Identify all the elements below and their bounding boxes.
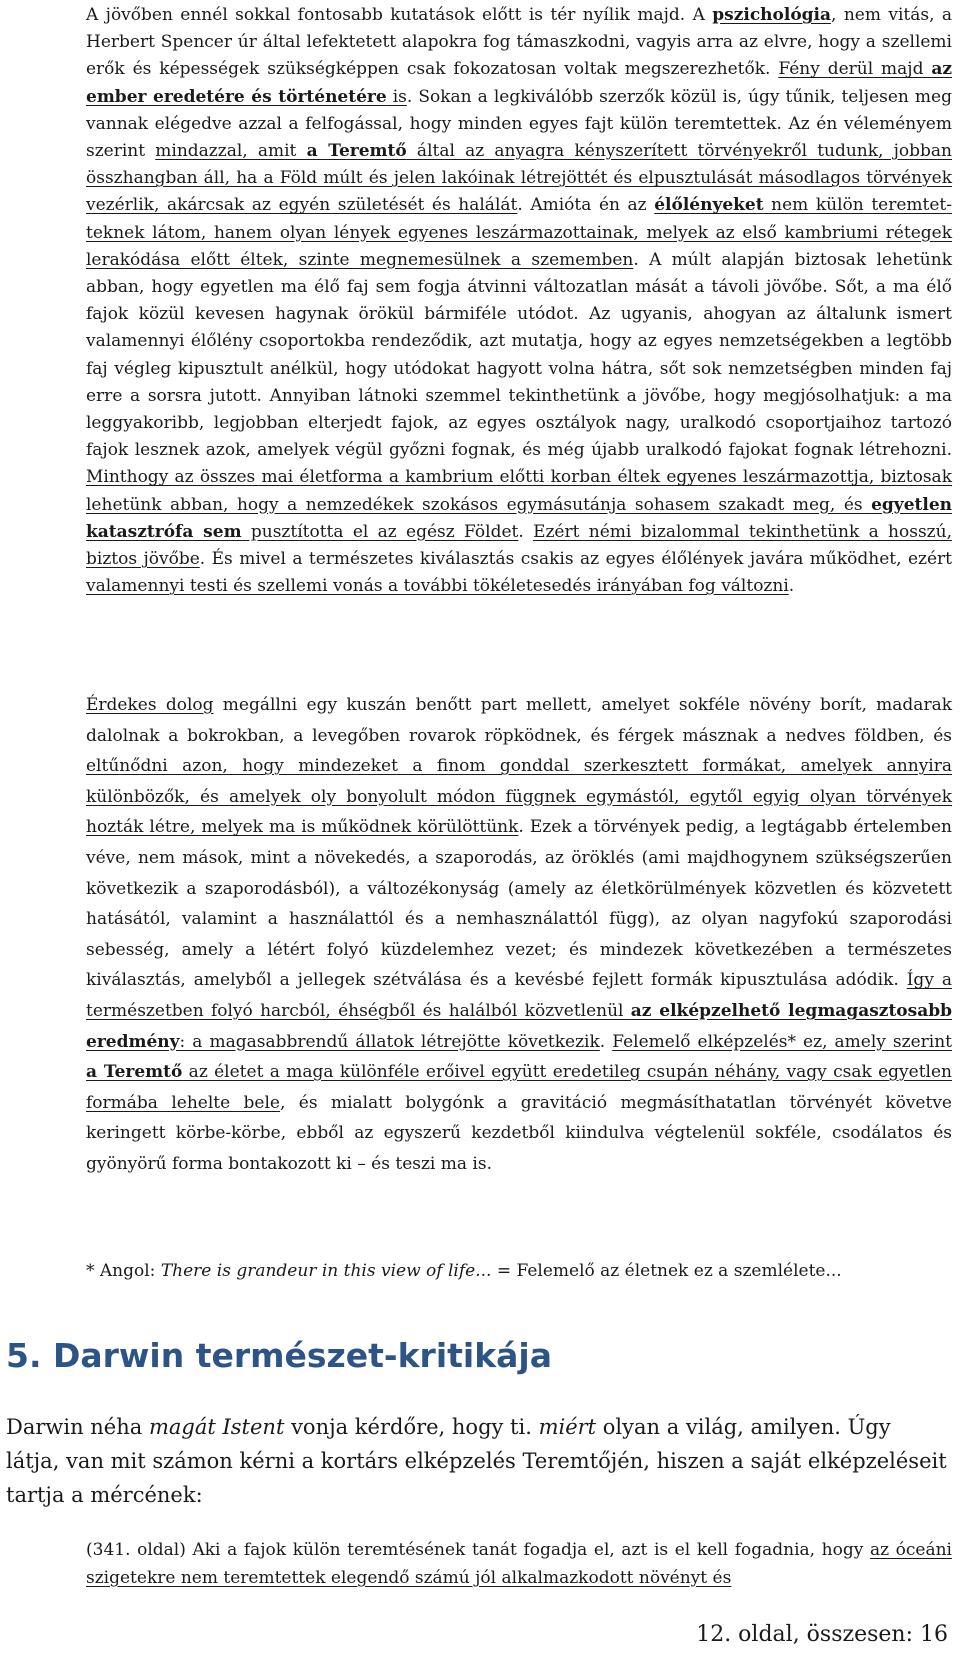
text-run: által az anyagra kényszerített törvényekről tudunk, jobban összhangban áll, ha a Föld múlt és jelen lakóinak létrejöttét és elpusztulását másodlagos törvények vezérlik, akárcsak az egyén születését és halálát [86,141,952,216]
text-run: . [599,1031,613,1052]
text-run: miért [538,1415,597,1439]
text-run: olyan a világ, amilyen. Úgy látja, van mit számon kérni a kortárs elképzelés Teremtőjén, hiszen a saját elképzeléseit tartja a mércének: [6,1415,947,1507]
text-run: * Angol: [86,1261,161,1281]
text-run: (341. oldal) Aki a fajok külön teremtésének tanát fogadja el, azt is el kell fogadnia, hogy [86,1540,870,1560]
body-paragraph-darwin-future [86,2,952,600]
text-run: Ezért némi bizalommal tekinthetünk a hosszú, biztos jövőbe [86,521,952,570]
text-run: eltűnődni azon, hogy mindezeket a finom gonddal szerkesztett formákat, amelyek annyira különbözők, és amelyek oly bonyolult módon függnek egymástól, egytől egyig olyan törvények hozták létre, melyek ma is működnek körülöttünk [86,756,952,838]
text-run: a Teremtő [306,141,407,162]
text-run: , nem vitás, a Herbert Spencer úr által lefektetett alapokra fog támaszkodni, vagyis arra az elvre, hogy a szellemi erők és képességek szükségképpen csak fokozatosan voltak megszerezhetők. [86,5,953,80]
text-run: nem külön teremtetteknek látom, hanem olyan lények egyenes leszármazottainak, melyek az első kambriumi rétegek lerakódása előtt éltek, szinte megnemesülnek a szememben [86,195,952,270]
text-run: Darwin néha [6,1415,149,1439]
page-number: 12. oldal, összesen: 16 [696,1622,948,1647]
text-run: Így a természetben folyó harcból, éhségből és halálból közvetlenül [86,970,952,1021]
text-run: megállni egy kuszán benőtt part mellett, amelyet sokféle növény borít, madarak dalolnak a bokrokban, a levegőben rovarok röpködnek, és férgek másznak a nedves földben, és [86,695,953,746]
text-run: There is grandeur in this view of life... [160,1261,492,1281]
text-run: . És mivel a természetes kiválasztás csakis az egyes élőlények javára működhet, ezért [199,549,952,570]
section-intro-paragraph [6,1410,950,1512]
text-run: magát Istent [148,1415,285,1439]
text-run: vonja kérdőre, hogy ti. [284,1415,539,1439]
text-run: pszichológia [712,5,832,25]
text-run: az ember eredetére és történetére [86,59,953,107]
text-run: az óceáni szigetekre nem teremtettek elegendő számú jól alkalmazkodott növényt és [86,1540,952,1588]
text-run: . A múlt alapján biztosak lehetünk abban, hogy egyetlen ma élő faj sem fogja átvinni változatlan mását a távoli jövőbe. Sőt, a ma élő fajok közül kevesen hagynak örökül bármiféle utódot. Az ugyanis, ahogyan az általunk ismert valamennyi élőlény csoportokba rendeződik, azt mutatja, hogy az egyes nemzetségekben a legtöbb faj végleg kipusztult anélkül, hogy utódokat hagyott volna hátra, sőt sok nemzetségben minden faj erre a sorsra jutott. Annyiban látnoki szemmel tekinthetünk a jövőbe, hogy megjósolhatjuk: a ma leggyakoribb, legjobban elterjedt fajok, az egyes osztályok nagy, uralkodó csoportjaihoz tartozó fajok lesznek azok, amelyek végül győzni fognak, és még újabb uralkodó fajokat fognak létrehozni. [86,249,952,461]
text-run: az életet a maga különféle erőivel együtt eredetileg csupán néhány, vagy csak egyetlen formába lehelte bele [86,1062,952,1113]
text-run: a Teremtő [86,1062,183,1083]
footnote [86,1258,952,1284]
text-run: mindazzal, amit [155,141,307,162]
text-run: pusztította el az egész Földet [241,521,519,542]
text-run: . Sokan a legkiválóbb szerzők közül is, úgy tűnik, teljesen meg vannak elégedve azzal a felfogással, hogy minden egyes fajt külön teremtettek. Az én véleményem szerint [86,86,952,162]
text-run: A jövőben ennél sokkal fontosabb kutatások előtt is tér nyílik majd. A [86,5,713,25]
text-run: Érdekes dolog [86,695,214,715]
text-run: is [386,86,407,107]
text-run: Fény derül majd [778,59,932,80]
section-heading: 5. Darwin természet-kritikája [6,1336,553,1375]
text-run: . [518,521,534,542]
body-paragraph-tangled-bank [86,690,952,1180]
text-run: : a magasabbrendű állatok létrejötte következik [179,1031,600,1052]
text-run: . Ezek a törvények pedig, a legtágabb értelemben véve, nem mások, mint a növekedés, a szaporodás, az öröklés (ami majdhogynem szükségszerűen következik a szaporodásból), a változékonyság (amely az életkörülmények közvetlen és közvetett hatásától, valamint a használattól és a nemhasználattól függ), az olyan nagyfokú szaporodási sebesség, amely a létért folyó küzdelemhez vezet; és mindezek következében a természetes kiválasztás, amelyből a jellegek szétválása és a kevésbé fejlett formák kipusztulása adódik. [86,817,952,991]
quote-paragraph [86,1536,952,1592]
text-run: az elképzelhető legmagasztosabb eredmény [86,1000,952,1052]
text-run: élőlényeket [654,195,764,216]
text-run: , és mialatt bolygónk a gravitáció megmásíthatatlan törvényét követve keringett körbe-körbe, ebből az egyszerű kezdetből kiindulva végtelenül sokféle, csodálatos és gyönyörű forma bontakozott ki – és teszi ma is. [86,1092,952,1174]
text-run: = Felemelő az életnek ez a szemlélete... [491,1261,842,1281]
text-run: Felemelő elképzelés* ez, amely szerint [612,1031,952,1052]
text-run: . Amióta én az [517,195,655,216]
text-run: valamennyi testi és szellemi vonás a további tökéletesedés irányában fog változni [86,576,789,597]
text-run: . [788,576,795,597]
text-run: egyetlen katasztrófa sem [86,494,952,542]
text-run: Minthogy az összes mai életforma a kambrium előtti korban éltek egyenes leszármazottja, biztosak lehetünk abban, hogy a nemzedékek szokásos egymásutánja sohasem szakadt meg, és [86,467,952,515]
